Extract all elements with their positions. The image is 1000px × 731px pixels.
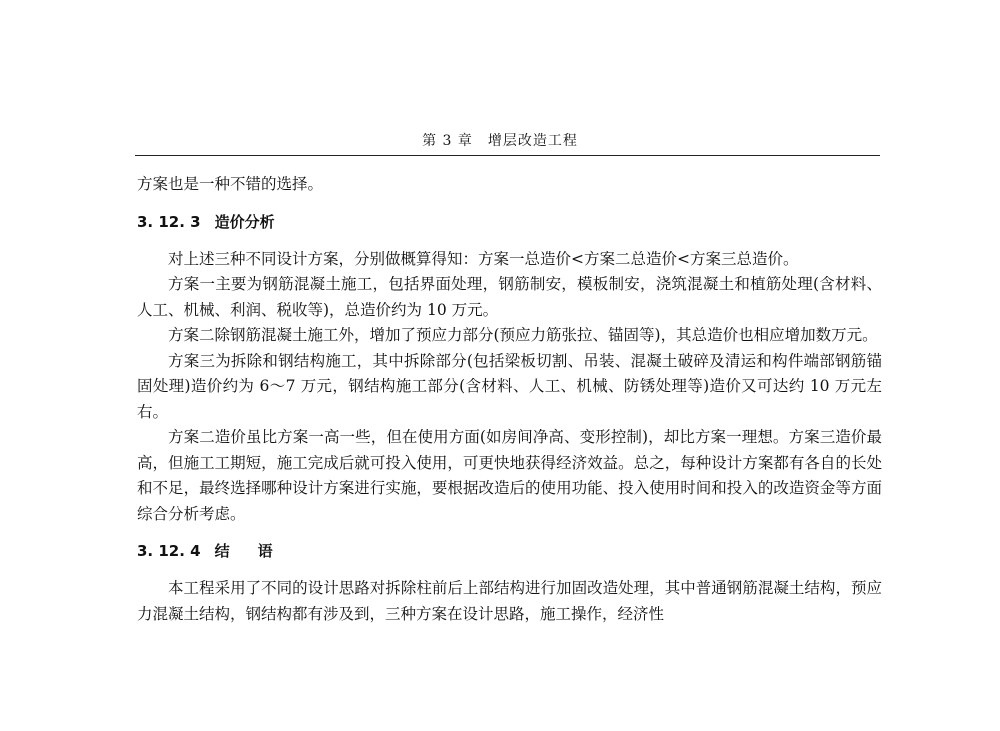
page-body [137, 172, 882, 627]
section-number: 3. 12. 4 [137, 542, 201, 560]
paragraph: 方案二造价虽比方案一高一些，但在使用方面(如房间净高、变形控制)，却比方案一理想。方案三造价最高，但施工工期短，施工完成后就可投入使用，可更快地获得经济效益。总之，每种设计方案都有各自的长处和不足，最终选择哪种设计方案进行实施，要根据改造后的使用功能、投入使用时间和投入的改造资金等方面综合分析考虑。 [137, 428, 882, 523]
section-title: 结语 [214, 542, 301, 560]
paragraph: 方案一主要为钢筋混凝土施工，包括界面处理，钢筋制安，模板制安，浇筑混凝土和植筋处理(含材料、人工、机械、利润、税收等)，总造价约为 10 万元。 [137, 275, 882, 319]
section-heading-conclusion [137, 539, 882, 564]
running-header: 第 3 章 增层改造工程 [422, 133, 578, 149]
paragraph: 对上述三种不同设计方案，分别做概算得知：方案一总造价<方案二总造价<方案三总造价。 [168, 249, 799, 268]
section-heading-cost-analysis [137, 210, 882, 235]
paragraph: 方案三为拆除和钢结构施工，其中拆除部分(包括梁板切割、吊装、混凝土破碎及清运和构件端部钢筋锚固处理)造价约为 6～7 万元，钢结构施工部分(含材料、人工、机械、防锈处理等)造价又可达约 10 万元左右。 [137, 351, 882, 421]
paragraph: 方案二除钢筋混凝土施工外，增加了预应力部分(预应力筋张拉、锚固等)，其总造价也相应增加数万元。 [168, 326, 878, 344]
section-number: 3. 12. 3 [137, 212, 201, 231]
header-rule [135, 155, 880, 156]
continuation-paragraph: 方案也是一种不错的选择。 [137, 175, 324, 193]
paragraph: 本工程采用了不同的设计思路对拆除柱前后上部结构进行加固改造处理，其中普通钢筋混凝土结构，预应力混凝土结构，钢结构都有涉及到，三种方案在设计思路，施工操作，经济性 [137, 579, 882, 623]
section-title: 造价分析 [214, 212, 275, 231]
